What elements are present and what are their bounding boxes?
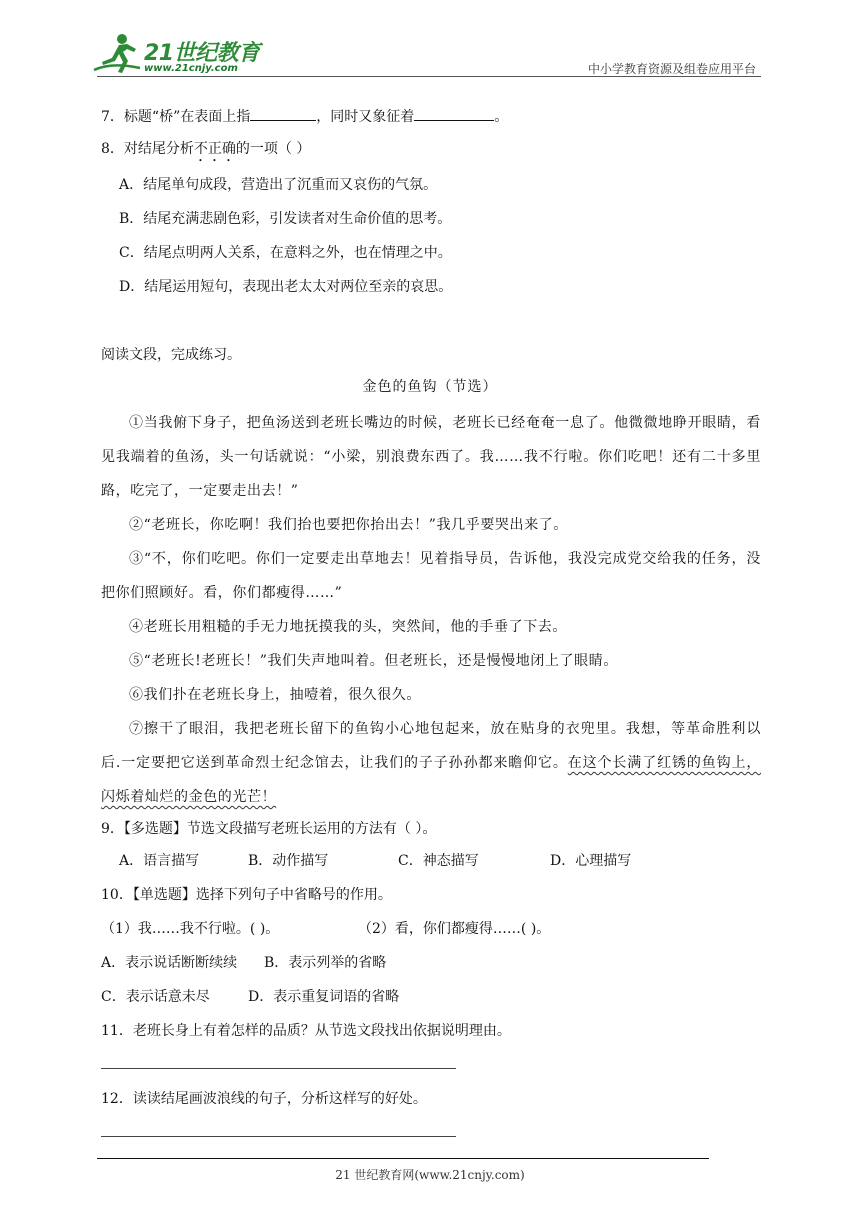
q10-option-b[interactable]: B．表示列举的省略 xyxy=(264,955,387,971)
paragraph-6: ⑥我们扑在老班长身上，抽噎着，很久很久。 xyxy=(129,687,421,703)
paragraph-5: ⑤“老班长!老班长！”我们失声地叫着。但老班长，还是慢慢地闭上了眼睛。 xyxy=(129,653,618,669)
q7-number: 7． xyxy=(101,109,124,125)
paragraph-7 xyxy=(101,712,761,814)
runner-logo-icon xyxy=(92,32,142,76)
q8-emphasis: 不正确 xyxy=(193,141,236,157)
q8-option-a[interactable]: A．结尾单句成段，营造出了沉重而又哀伤的气氛。 xyxy=(119,177,438,193)
paragraph-4: ④老班长用粗糙的手无力地抚摸我的头，突然间，他的手垂了下去。 xyxy=(129,619,567,635)
question-12: 12．读读结尾画波浪线的句子，分析这样写的好处。 xyxy=(101,1091,427,1107)
logo-text: 21世纪教育 xyxy=(144,41,260,66)
paragraph-3: ③“不，你们吃吧。你们一定要走出草地去！见着指导员，告诉他，我没完成党交给我的任务，没把你们照顾好。看，你们都瘦得……” xyxy=(101,551,761,601)
q10-sentence-1: （1）我……我不行啦。( )。 xyxy=(101,921,280,937)
wavy-underlined-sentence: 在这个长满了红锈的鱼钩上，闪烁着灿烂的金色的光芒！ xyxy=(101,755,761,805)
site-logo xyxy=(92,32,262,76)
question-7 xyxy=(101,106,508,126)
paragraph-2: ②“老班长，你吃啊！我们抬也要把你抬出去！”我几乎要哭出来了。 xyxy=(129,517,568,533)
q7-text-a: 标题“桥”在表面上指 xyxy=(123,109,251,125)
q7-blank-1[interactable] xyxy=(250,106,316,121)
q10-sentence-2: （2）看，你们都瘦得……( )。 xyxy=(358,921,551,937)
footer-divider xyxy=(97,1158,709,1159)
q8-option-c[interactable]: C．结尾点明两人关系，在意料之外，也在情理之中。 xyxy=(119,245,452,261)
question-8 xyxy=(101,138,310,165)
paragraph-1: ①当我俯下身子，把鱼汤送到老班长嘴边的时候，老班长已经奄奄一息了。他微微地睁开眼睛，看见我端着的鱼汤，头一句话就说：“小梁，别浪费东西了。我……我不行啦。你们吃吧！还有二十多里路，吃完了，一定要走出去！” xyxy=(101,415,761,499)
q8-option-d[interactable]: D．结尾运用短句，表现出老太太对两位至亲的哀思。 xyxy=(119,279,453,295)
q11-answer-line[interactable] xyxy=(101,1068,456,1069)
q9-option-b[interactable]: B．动作描写 xyxy=(248,853,329,869)
q7-text-b: ，同时又象征着 xyxy=(316,109,415,125)
q7-blank-2[interactable] xyxy=(414,106,494,121)
q8-option-b[interactable]: B．结尾充满悲剧色彩，引发读者对生命价值的思考。 xyxy=(119,211,452,227)
q9-option-a[interactable]: A．语言描写 xyxy=(119,853,200,869)
paragraph-7-main: ⑦擦干了眼泪，我把老班长留下的鱼钩小心地包起来，放在贴身的衣兜里。我想，等革命胜利以后.一定要把它送到革命烈士纪念馆去，让我们的子子孙孙都来瞻仰它。 xyxy=(101,721,761,771)
q12-answer-line[interactable] xyxy=(101,1136,456,1137)
q10-option-a[interactable]: A．表示说话断断续续 xyxy=(101,955,238,971)
q8-suffix: 的一项（ ） xyxy=(235,141,311,157)
header-divider xyxy=(97,76,761,77)
q10-option-d[interactable]: D．表示重复词语的省略 xyxy=(248,989,400,1005)
q8-prefix: 8．对结尾分析 xyxy=(101,141,194,157)
footer-text: 21 世纪教育网(www.21cnjy.com) xyxy=(335,1168,525,1182)
reading-passage xyxy=(101,406,761,814)
question-9: 9．【多选题】节选文段描写老班长运用的方法有（ ）。 xyxy=(101,821,437,837)
logo-url: www.21cnjy.com xyxy=(144,63,238,74)
q9-option-d[interactable]: D．心理描写 xyxy=(550,853,632,869)
q7-text-c: 。 xyxy=(494,109,509,125)
reading-intro: 阅读文段，完成练习。 xyxy=(101,347,241,363)
question-10: 10．【单选题】选择下列句子中省略号的作用。 xyxy=(101,887,392,903)
header-platform-text: 中小学教育资源及组卷应用平台 xyxy=(587,62,756,76)
q10-option-c[interactable]: C．表示话意未尽 xyxy=(101,989,210,1005)
reading-title: 金色的鱼钩（节选） xyxy=(362,379,498,395)
q9-option-c[interactable]: C．神态描写 xyxy=(398,853,479,869)
question-11: 11．老班长身上有着怎样的品质？从节选文段找出依据说明理由。 xyxy=(101,1023,511,1039)
